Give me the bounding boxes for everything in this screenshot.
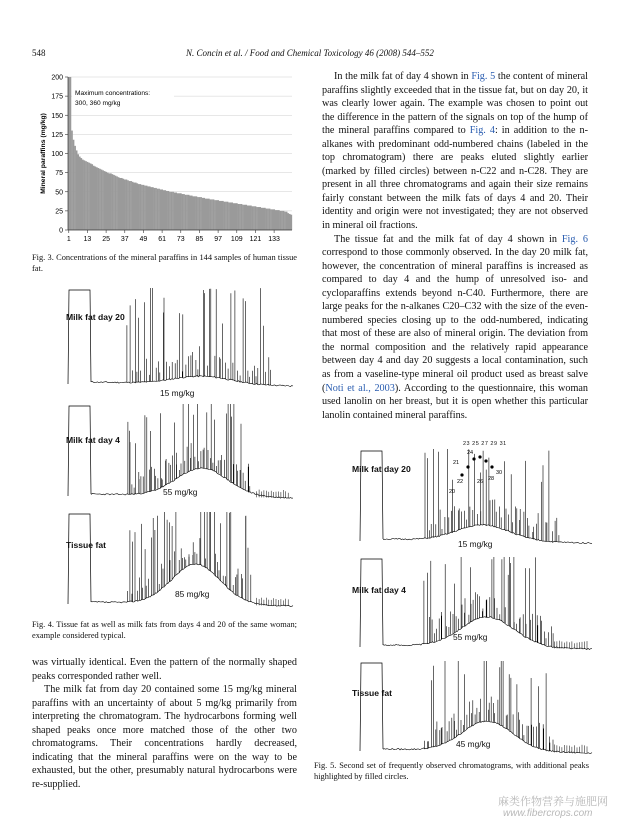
fig3-bar: [93, 166, 95, 230]
fig3-bar: [140, 184, 142, 230]
fig3-bar: [124, 180, 126, 230]
fig3-bar: [172, 192, 174, 230]
fig3-bar: [174, 193, 176, 230]
fig3-bar: [152, 187, 154, 230]
fig3-bar: [189, 196, 191, 230]
fig3-bar: [283, 211, 285, 230]
fig4-caption: Fig. 4. Tissue fat as well as milk fats from days 4 and 20 of the same woman; example considered typical.: [32, 620, 297, 640]
fig5-label-day20: Milk fat day 20: [352, 464, 411, 474]
fig5-label-tissue: Tissue fat: [352, 688, 392, 698]
fig3-bar: [99, 169, 101, 230]
fig3-bar: [280, 211, 282, 230]
fig3-bar: [228, 202, 230, 230]
fig3-bar: [164, 190, 166, 230]
fig3-bar: [216, 200, 218, 230]
fig3-bar: [102, 170, 104, 230]
fig3-bar: [225, 202, 227, 230]
fig3-xtick-label: 85: [195, 236, 204, 243]
fig3-bar: [245, 205, 247, 230]
fig3-bar: [94, 167, 96, 230]
fig3-bar: [149, 186, 151, 230]
fig3-bar: [84, 160, 86, 230]
fig3-bar: [82, 160, 84, 230]
fig3-bar: [183, 194, 185, 230]
fig3-ytick-label: 75: [55, 170, 63, 178]
fig5-chromatograms: [350, 437, 595, 757]
noti-reference-link[interactable]: Noti et al., 2003: [325, 382, 395, 394]
fig3-bar: [267, 209, 269, 230]
fig3-bar: [76, 150, 78, 230]
right-paragraph-2: The tissue fat and the milk fat of day 4 shown in Fig. 6 correspond to those commonly observed. In the day 20 milk fat, however, the concentration of mineral paraffins is increased as compared to day 4 and the hump of unresolved iso- and cycloparaffins extends beyond n-C40. Furthermore, there are large peaks for the n-alkanes C20–C32 with the size of the even-numbered species closing up to the odd-numbered, indicating that most of these are also of mineral origin. The deviation from the normal composition and the relatively rapid appearance between day 4 and day 20 suggests a local contamination, such as from a vaseline-type mineral oil product used as breast salve (Noti et al., 2003). According to the questionnaire, this woman used lanolin on her breast, but it is open whether this particular lanolin contained mineral paraffins.: [322, 233, 588, 421]
fig3-bar: [132, 182, 134, 230]
fig3-bar: [121, 178, 123, 230]
right-paragraph-1: In the milk fat of day 4 shown in Fig. 5 the content of mineral paraffins slightly exceeded that in the tissue fat, but on day 20, it was clearly lower again. The example was chosen to point out the difference in the pattern of the signals on top of the hump of the mineral paraffins compared to Fig. 4: in addition to the n-alkanes with predominant odd-numbered chains (labeled in the top chromatogram) there are peaks eluted slightly earlier (marked by filled circles) between n-C22 and n-C28. They are present in all three chromatograms and again their size remains fairly constant between the milk fats of days 4 and 20. Their identity and origin were not investigated; they are not observed in mineral oil fractions.: [322, 71, 589, 232]
fig3-bar: [101, 170, 103, 230]
fig3-bar: [105, 172, 107, 230]
fig3-bar: [287, 213, 289, 230]
fig3-bar: [258, 207, 260, 230]
fig3-bar: [116, 176, 118, 230]
fig5-marked-peak: [478, 455, 481, 458]
fig5-peak-number: 30: [496, 470, 503, 476]
fig3-bar: [87, 162, 89, 230]
fig3-xtick-label: 1: [66, 236, 71, 243]
fig3-bar: [236, 203, 238, 230]
fig5-peak-number: 28: [488, 476, 495, 482]
fig3-bar: [259, 207, 261, 230]
fig3-bar: [276, 210, 278, 230]
fig3-bar: [203, 198, 205, 230]
fig3-bar: [90, 163, 92, 230]
fig3-bar: [273, 209, 275, 230]
page-number: 548: [32, 48, 46, 58]
fig3-bar: [138, 184, 140, 230]
fig3-bar: [194, 196, 196, 230]
fig3-bar-chart: [30, 68, 300, 248]
fig3-bar: [208, 199, 210, 230]
fig3-bar: [166, 191, 168, 230]
fig4-label-day4: Milk fat day 4: [66, 435, 120, 445]
fig3-bar: [248, 206, 250, 230]
fig3-bar: [108, 173, 110, 230]
fig3-bar: [278, 210, 280, 230]
fig3-bar: [171, 192, 173, 230]
fig3-bar: [147, 186, 149, 230]
fig4-conc-day4: 55 mg/kg: [163, 487, 198, 497]
fig3-bar: [129, 181, 131, 230]
fig3-bar: [113, 175, 115, 230]
fig3-bar: [206, 199, 208, 230]
fig3-bar: [253, 206, 255, 230]
fig3-bar: [115, 176, 117, 230]
fig4-link[interactable]: Fig. 4: [469, 125, 495, 137]
watermark-url: www.fibercrops.com: [503, 808, 593, 819]
fig3-bar: [88, 163, 90, 230]
fig3-bar: [272, 209, 274, 230]
fig3-bar: [157, 189, 159, 230]
fig3-xtick-label: 109: [230, 236, 243, 243]
fig3-bar: [118, 177, 120, 230]
fig3-bar: [158, 189, 160, 230]
fig3-bar: [146, 186, 148, 230]
fig3-ytick-label: 50: [55, 189, 63, 197]
fig3-bar: [163, 190, 165, 230]
fig3-bar: [154, 188, 156, 230]
fig3-bar: [262, 208, 264, 230]
fig3-bar: [214, 200, 216, 230]
fig5-peak-number: 20: [449, 489, 456, 495]
fig3-bar: [233, 203, 235, 230]
left-paragraph-2: The milk fat from day 20 contained some 15 mg/kg mineral paraffins with an uncertainty of about 5 mg/kg primarily from interpreting the chromatogram. The hydrocarbons forming well shaped peaks once more matched those of the other two chromatograms. Their concentrations hardly decreased, indicating that the mineral paraffins were on the way to be exhausted, but the other, presumably natural hydrocarbons were re-supplied.: [32, 684, 297, 790]
fig3-annotation-line2: 300, 360 mg/kg: [75, 100, 121, 107]
fig3-bar: [239, 204, 241, 230]
fig3-bar: [256, 207, 258, 230]
fig5-peak-number: 24: [467, 450, 474, 456]
fig3-xtick-label: 49: [139, 236, 148, 243]
fig3-bar: [224, 202, 226, 230]
fig3-xtick-label: 121: [249, 236, 262, 243]
fig3-bar: [217, 200, 219, 230]
fig3-bar: [98, 168, 100, 230]
fig3-bar: [104, 171, 106, 230]
fig3-bar: [85, 161, 87, 230]
fig3-bar: [144, 186, 146, 230]
fig3-xtick-label: 13: [83, 236, 92, 243]
fig3-bar: [133, 183, 135, 230]
fig5-conc-day4: 55 mg/kg: [453, 632, 488, 642]
fig5-caption: Fig. 5. Second set of frequently observed chromatograms, with additional peaks highlighted by filled circles.: [314, 761, 589, 781]
fig3-bar: [180, 193, 182, 230]
left-column-text: [32, 656, 297, 791]
fig3-bar: [227, 202, 229, 230]
fig3-bar: [178, 193, 180, 230]
fig3-bar: [141, 185, 143, 230]
fig3-bar: [252, 206, 254, 230]
fig3-bar: [284, 212, 286, 230]
fig4-label-day20: Milk fat day 20: [66, 312, 125, 322]
fig3-bar: [199, 197, 201, 230]
fig3-bar: [130, 181, 132, 230]
fig3-bar: [74, 146, 76, 230]
fig3-bar: [182, 194, 184, 230]
fig3-bar: [275, 210, 277, 230]
fig3-bar: [96, 167, 98, 230]
fig3-bar: [281, 211, 283, 230]
fig5-conc-day20: 15 mg/kg: [458, 539, 493, 549]
fig5-marked-peak: [484, 459, 487, 462]
fig3-bar: [169, 192, 171, 230]
fig5-marked-peak: [466, 465, 469, 468]
fig4-conc-day20: 15 mg/kg: [160, 388, 195, 398]
fig3-bar: [136, 183, 138, 230]
fig3-bar: [186, 195, 188, 230]
fig3-bar: [241, 204, 243, 230]
fig3-bar: [220, 201, 222, 230]
fig3-bar: [160, 189, 162, 230]
watermark-title: 麻类作物营养与施肥网: [498, 796, 608, 808]
fig5-peak-numbers-top: 23 25 27 29 31: [463, 441, 507, 447]
fig3-bar: [242, 205, 244, 230]
fig3-ytick-label: 200: [51, 74, 63, 82]
fig3-bar: [185, 195, 187, 230]
fig3-bar: [135, 183, 137, 230]
fig3-bar: [175, 193, 177, 230]
fig3-bar: [200, 197, 202, 230]
fig3-ytick-label: 0: [59, 227, 63, 235]
fig3-bar: [127, 180, 129, 230]
fig3-bar: [150, 187, 152, 230]
fig3-bar: [202, 198, 204, 230]
fig3-bar: [261, 208, 263, 230]
fig3-bar: [210, 199, 212, 230]
fig3-bar: [290, 215, 292, 230]
fig3-bar: [77, 154, 79, 230]
fig3-bar: [80, 158, 82, 230]
fig3-bar: [192, 196, 194, 230]
fig3-bar: [73, 140, 75, 230]
fig5-peak-number: 21: [453, 460, 460, 466]
fig3-bar: [188, 195, 190, 230]
fig3-bar: [191, 196, 193, 230]
fig3-bar: [219, 201, 221, 230]
fig3-bar: [222, 201, 224, 230]
fig3-ytick-label: 125: [51, 131, 63, 139]
left-paragraph-1: was virtually identical. Even the pattern of the normally shaped peaks corresponded rather well.: [32, 657, 297, 682]
fig3-bar: [250, 206, 252, 230]
fig3-bar: [270, 209, 272, 230]
fig6-link[interactable]: Fig. 6: [561, 233, 588, 245]
fig3-bar: [266, 209, 268, 230]
fig3-bar: [168, 191, 170, 230]
fig3-bar: [126, 180, 128, 230]
fig3-bar: [255, 206, 257, 230]
fig5-marked-peak: [490, 465, 493, 468]
fig3-bar: [238, 204, 240, 230]
fig3-bar: [244, 205, 246, 230]
fig3-ytick-label: 25: [55, 208, 63, 216]
fig3-ylabel: Mineral paraffins (mg/kg): [40, 113, 47, 194]
fig3-bar: [110, 173, 112, 230]
fig3-ytick-label: 175: [51, 93, 63, 101]
fig3-bar: [107, 173, 109, 230]
fig5-link[interactable]: Fig. 5: [471, 71, 496, 82]
fig5-label-day4: Milk fat day 4: [352, 585, 406, 595]
fig5-conc-tissue: 45 mg/kg: [456, 739, 491, 749]
fig3-bar: [247, 206, 249, 230]
fig3-xtick-label: 37: [120, 236, 129, 243]
fig3-bar: [269, 209, 271, 230]
fig3-bar: [161, 189, 163, 230]
fig5-marked-peak: [460, 473, 463, 476]
fig3-bar: [213, 199, 215, 230]
fig4-chromatograms: [58, 282, 298, 612]
fig3-bar: [70, 77, 72, 230]
fig4-conc-tissue: 85 mg/kg: [175, 589, 210, 599]
fig3-xtick-label: 97: [214, 236, 223, 243]
fig3-ytick-label: 150: [51, 112, 63, 120]
fig3-bar: [155, 188, 157, 230]
fig3-caption: Fig. 3. Concentrations of the mineral paraffins in 144 samples of human tissue fat.: [32, 253, 297, 273]
fig5-peak-number: 22: [457, 479, 464, 485]
fig3-bar: [119, 178, 121, 230]
running-header: N. Concin et al. / Food and Chemical Toxicology 46 (2008) 544–552: [186, 48, 434, 58]
fig3-bar: [289, 214, 291, 230]
fig5-marked-peak: [472, 457, 475, 460]
fig3-bar: [79, 157, 81, 230]
fig3-bar: [234, 203, 236, 230]
fig3-xtick-label: 73: [176, 236, 185, 243]
fig3-bar: [196, 196, 198, 230]
fig3-bar: [71, 131, 73, 230]
fig3-bar: [177, 193, 179, 230]
fig4-label-tissue: Tissue fat: [66, 540, 106, 550]
fig3-bar: [264, 208, 266, 230]
fig3-bar: [231, 202, 233, 230]
fig3-bar: [91, 164, 93, 230]
fig3-bar: [211, 199, 213, 230]
fig3-xtick-label: 25: [102, 236, 111, 243]
fig3-annotation-line1: Maximum concentrations:: [75, 90, 151, 97]
fig3-bar: [286, 212, 288, 230]
fig3-bar: [230, 202, 232, 230]
fig3-xtick-label: 61: [158, 236, 167, 243]
fig3-bar: [122, 179, 124, 230]
fig3-xtick-label: 133: [268, 236, 280, 243]
fig5-peak-number: 26: [477, 479, 484, 485]
right-column-text: [322, 70, 588, 422]
fig3-ytick-label: 100: [51, 151, 63, 158]
fig3-bar: [112, 174, 114, 230]
fig3-bar: [205, 199, 207, 230]
fig3-bar: [143, 185, 145, 230]
fig3-bar: [197, 197, 199, 230]
